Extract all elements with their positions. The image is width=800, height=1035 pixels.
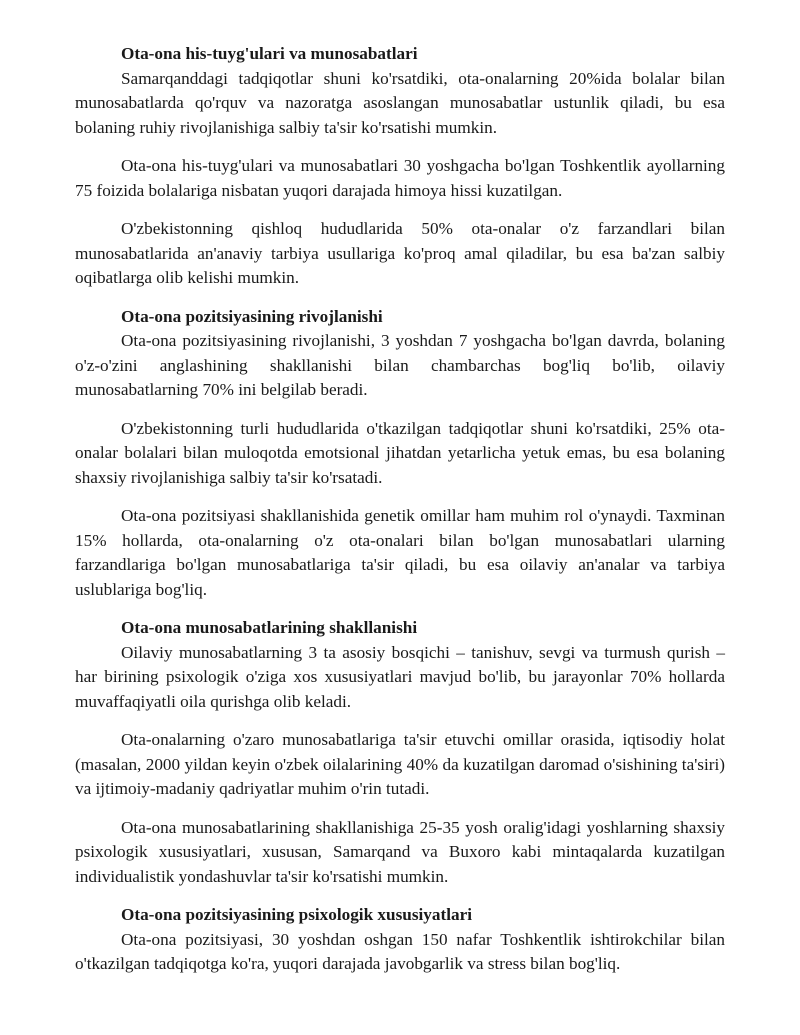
- paragraph: Samarqanddagi tadqiqotlar shuni ko'rsatdiki, ota-onalarning 20%ida bolalar bilan munosabatlarda qo'rquv va nazoratga asoslangan munosabatlar ustunlik qiladi, bu esa bolaning ruhiy rivojlanishiga salbiy ta'sir ko'rsatishi mumkin.: [75, 68, 725, 137]
- paragraph: Ota-ona munosabatlarining shakllanishiga 25-35 yosh oralig'idagi yoshlarning shaxsiy psixologik xususiyatlari, xususan, Samarqand va Buxoro kabi mintaqalarda kuzatilgan individualistik yondashuvlar ta'sir ko'rsatishi mumkin.: [75, 817, 725, 886]
- paragraph: Ota-ona pozitsiyasi shakllanishida genetik omillar ham muhim rol o'ynaydi. Taxminan 15% hollarda, ota-onalarning o'z ota-onalari bilan bo'lgan munosabatlari ularning farzandlariga bo'lgan munosabatlariga ta'sir qiladi, bu esa oilaviy an'analar va tarbiya uslublariga bog'liq.: [75, 506, 725, 599]
- section-heading: Ota-ona pozitsiyasining psixologik xususiyatlari: [121, 905, 472, 924]
- section-heading: Ota-ona munosabatlarining shakllanishi: [121, 618, 418, 637]
- paragraph: O'zbekistonning turli hududlarida o'tkazilgan tadqiqotlar shuni ko'rsatdiki, 25% ota-onalar bolalari bilan muloqotda emotsional jihatdan yetarlicha yetuk emas, bu esa bolaning shaxsiy rivojlanishiga salbiy ta'sir ko'rsatadi.: [75, 418, 725, 487]
- section-parent-feelings: [75, 42, 725, 291]
- paragraph: O'zbekistonning qishloq hududlarida 50% ota-onalar o'z farzandlari bilan munosabatlarida an'anaviy tarbiya usullariga ko'proq amal qiladilar, bu esa ba'zan salbiy oqibatlarga olib kelishi mumkin.: [75, 219, 725, 287]
- section-parent-relations-formation: [75, 616, 725, 889]
- section-heading: Ota-ona his-tuyg'ulari va munosabatlari: [121, 44, 418, 63]
- section-parent-position-development: [75, 305, 725, 603]
- section-heading: Ota-ona pozitsiyasining rivojlanishi: [121, 306, 383, 326]
- paragraph: Oilaviy munosabatlarning 3 ta asosiy bosqichi – tanishuv, sevgi va turmush qurish – har birining psixologik o'ziga xos xususiyatlari mavjud bo'lib, bu jarayonlar 70% hollarda muvaffaqiyatli oila qurishga olib keladi.: [75, 642, 725, 711]
- paragraph: Ota-onalarning o'zaro munosabatlariga ta'sir etuvchi omillar orasida, iqtisodiy holat (masalan, 2000 yildan keyin o'zbek oilalarining 40% da kuzatilgan daromad o'sishining ta'siri) va ijtimoiy-madaniy qadriyatlar muhim o'rin tutadi.: [75, 730, 725, 798]
- paragraph: Ota-ona pozitsiyasining rivojlanishi, 3 yoshdan 7 yoshgacha bo'lgan davrda, bolaning o'z-o'zini anglashining shakllanishi bilan chambarchas bog'liq bo'lib, oilaviy munosabatlarning 70% ini belgilab beradi.: [75, 331, 725, 399]
- paragraph: Ota-ona his-tuyg'ulari va munosabatlari 30 yoshgacha bo'lgan Toshkentlik ayollarning 75 foizida bolalariga nisbatan yuqori darajada himoya hissi kuzatilgan.: [75, 156, 725, 200]
- paragraph: Ota-ona pozitsiyasi, 30 yoshdan oshgan 150 nafar Toshkentlik ishtirokchilar bilan o'tkazilgan tadqiqotga ko'ra, yuqori darajada javobgarlik va stress bilan bog'liq.: [75, 929, 725, 973]
- section-parent-position-psychology: [75, 903, 725, 977]
